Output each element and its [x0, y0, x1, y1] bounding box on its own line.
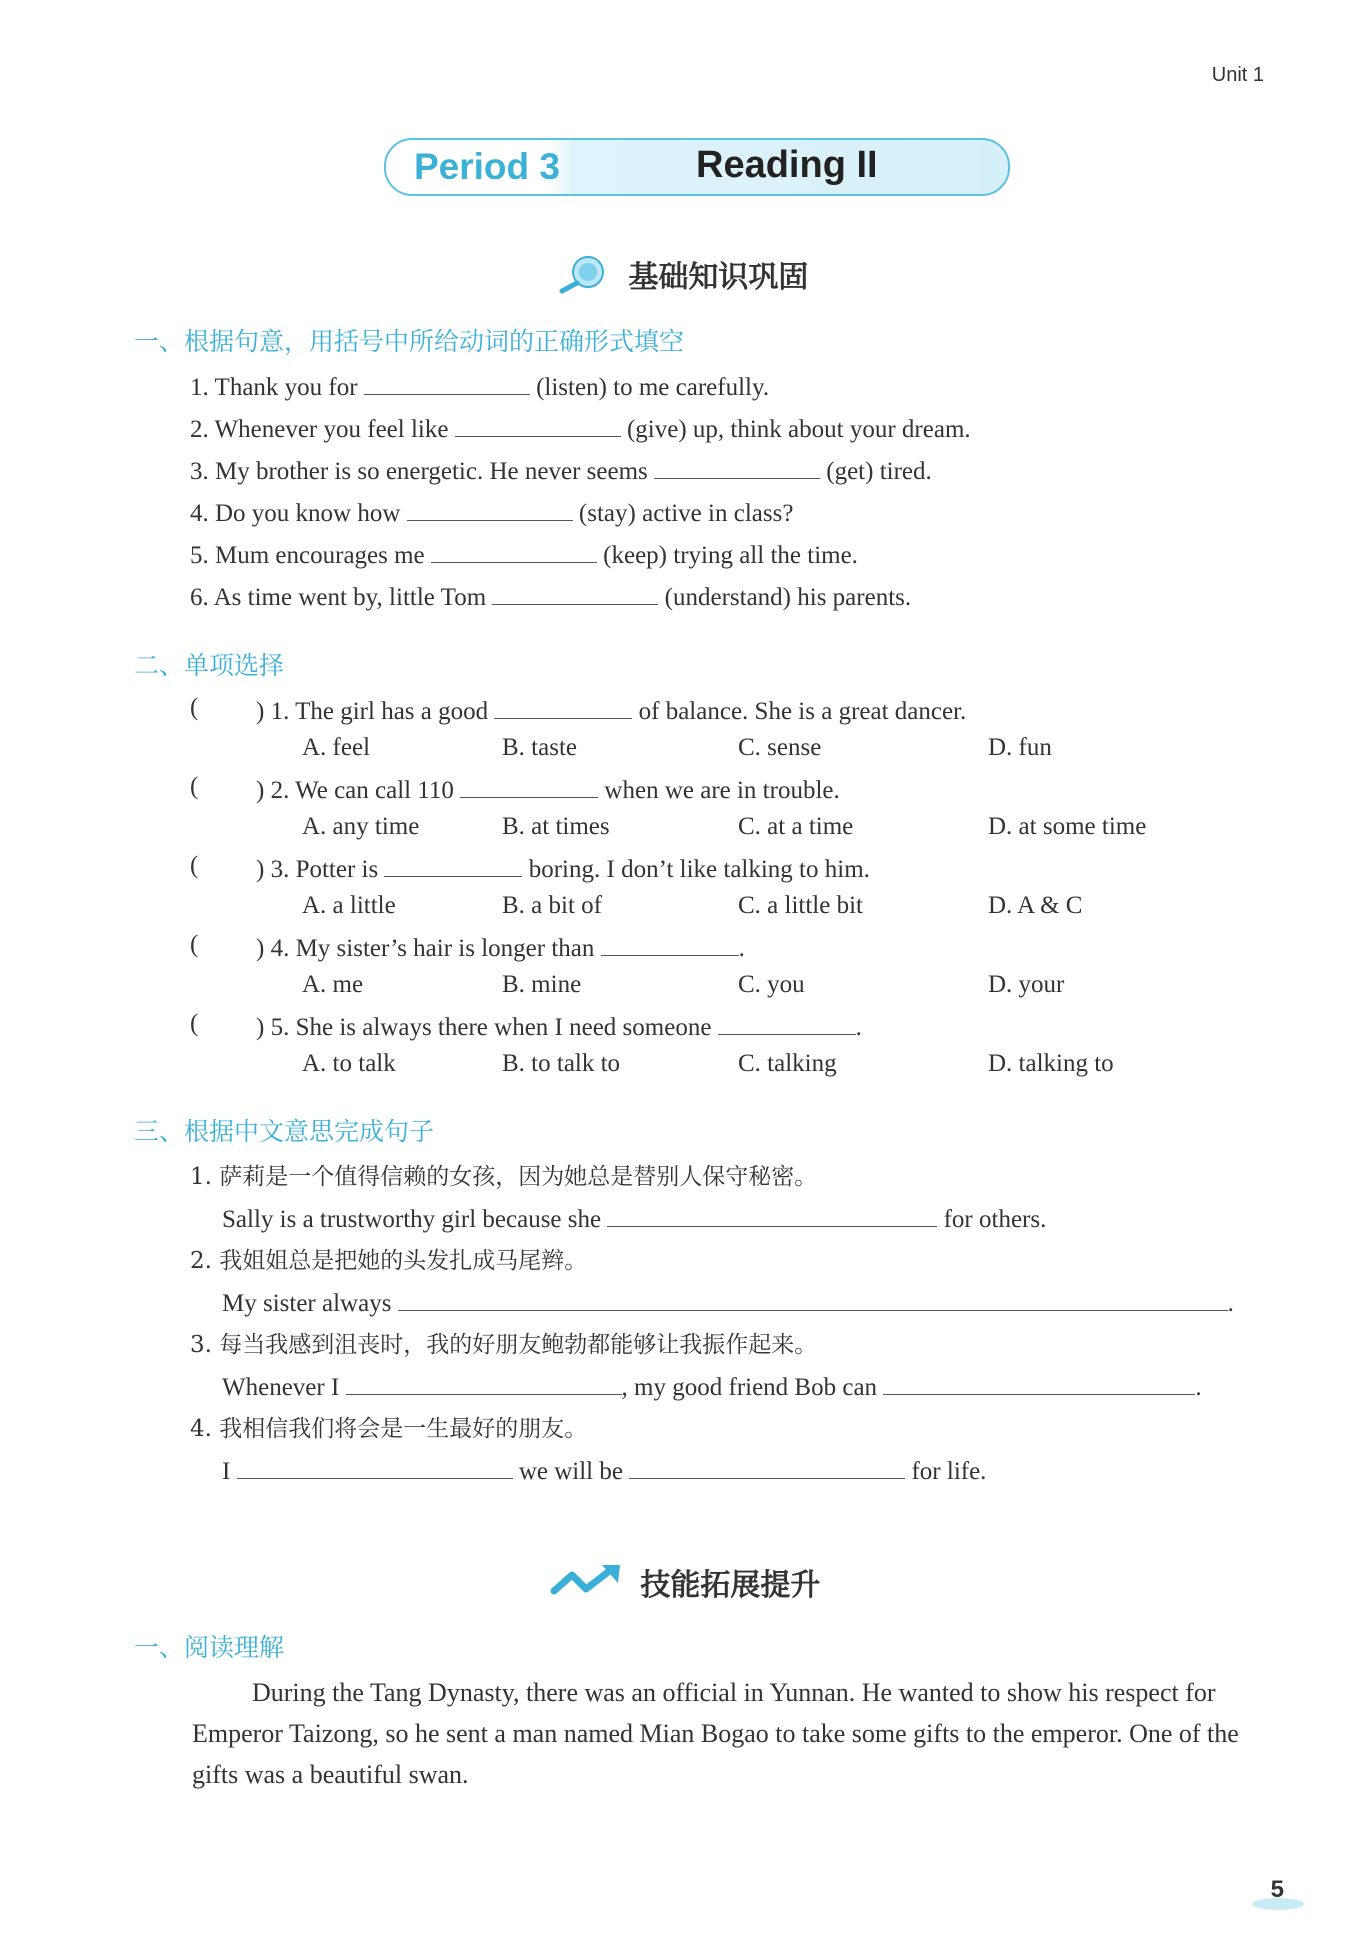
option-a[interactable]: A. feel — [302, 734, 371, 761]
answer-paren[interactable]: ( — [190, 931, 199, 958]
mc-question-3: ) 3. Potter is boring. I don’t like talking to him. — [256, 852, 870, 884]
option-a[interactable]: A. to talk — [302, 1050, 396, 1077]
reading-paragraph: During the Tang Dynasty, there was an official in Yunnan. He wanted to show his respect for Emperor Taizong, so he sent a man named Mian Bogao to take some gifts to the emperor. One of the gifts was a beautiful swan. — [192, 1678, 1239, 1789]
answer-paren[interactable]: ( — [190, 1010, 199, 1037]
answer-blank — [384, 852, 522, 877]
answer-paren[interactable]: ( — [190, 694, 199, 721]
mc-question-1: ) 1. The girl has a good of balance. She is a great dancer. — [256, 694, 966, 726]
answer-blank[interactable] — [398, 1286, 1228, 1311]
fill-item-4: 4. Do you know how (stay) active in class? — [190, 496, 793, 528]
option-a[interactable]: A. a little — [302, 892, 396, 919]
answer-blank[interactable] — [364, 370, 530, 395]
answer-blank[interactable] — [883, 1370, 1195, 1395]
answer-blank[interactable] — [607, 1202, 937, 1227]
option-b[interactable]: B. mine — [502, 971, 582, 998]
option-d[interactable]: D. your — [988, 971, 1065, 998]
translate-cn-2: 2. 我姐姐总是把她的头发扎成马尾辫。 — [190, 1248, 588, 1274]
answer-blank[interactable] — [629, 1454, 905, 1479]
option-b[interactable]: B. a bit of — [502, 892, 602, 919]
magnifier-icon — [556, 253, 612, 295]
translate-cn-4: 4. 我相信我们将会是一生最好的朋友。 — [190, 1416, 588, 1442]
option-c[interactable]: C. a little bit — [738, 892, 863, 919]
option-c[interactable]: C. at a time — [738, 813, 854, 840]
answer-blank[interactable] — [237, 1454, 513, 1479]
answer-paren[interactable]: ( — [190, 773, 199, 800]
translate-en-1: Sally is a trustworthy girl because she for others. — [222, 1202, 1046, 1234]
option-d[interactable]: D. A & C — [988, 892, 1083, 919]
option-b[interactable]: B. at times — [502, 813, 610, 840]
option-b[interactable]: B. taste — [502, 734, 577, 761]
option-d[interactable]: D. at some time — [988, 813, 1147, 840]
lesson-title: Reading II — [696, 144, 878, 186]
skill-section-title: 技能拓展提升 — [550, 1560, 820, 1604]
option-d[interactable]: D. talking to — [988, 1050, 1114, 1077]
fill-item-6: 6. As time went by, little Tom (understand) his parents. — [190, 580, 911, 612]
answer-blank — [494, 694, 632, 719]
option-a[interactable]: A. any time — [302, 813, 420, 840]
answer-blank[interactable] — [346, 1370, 622, 1395]
answer-blank[interactable] — [455, 412, 621, 437]
option-c[interactable]: C. talking — [738, 1050, 837, 1077]
answer-blank[interactable] — [407, 496, 573, 521]
translate-cn-1: 1. 萨莉是一个值得信赖的女孩，因为她总是替别人保守秘密。 — [190, 1164, 818, 1190]
option-b[interactable]: B. to talk to — [502, 1050, 621, 1077]
option-d[interactable]: D. fun — [988, 734, 1052, 761]
mc-question-5: ) 5. She is always there when I need someone . — [256, 1010, 862, 1042]
answer-blank — [460, 773, 598, 798]
translate-en-2: My sister always . — [222, 1286, 1234, 1318]
answer-blank — [718, 1010, 856, 1035]
fill-item-1: 1. Thank you for (listen) to me carefully. — [190, 370, 769, 402]
translate-cn-3: 3. 每当我感到沮丧时，我的好朋友鲍勃都能够让我振作起来。 — [190, 1332, 818, 1358]
part2-heading: 二、单项选择 — [134, 651, 285, 680]
unit-label: Unit 1 — [1211, 64, 1264, 86]
fill-item-2: 2. Whenever you feel like (give) up, think about your dream. — [190, 412, 971, 444]
answer-blank[interactable] — [654, 454, 820, 479]
part3-heading: 三、根据中文意思完成句子 — [134, 1117, 435, 1146]
mc-question-2: ) 2. We can call 110 when we are in trouble. — [256, 773, 840, 805]
trend-arrow-icon — [550, 1563, 622, 1601]
answer-blank — [601, 931, 739, 956]
answer-paren[interactable]: ( — [190, 852, 199, 879]
basic-section-title: 基础知识巩固 — [556, 252, 808, 296]
answer-blank[interactable] — [492, 580, 658, 605]
part1-heading: 一、根据句意，用括号中所给动词的正确形式填空 — [134, 327, 685, 356]
fill-item-5: 5. Mum encourages me (keep) trying all the time. — [190, 538, 858, 570]
period-banner — [384, 138, 1010, 196]
translate-en-4: I we will be for life. — [222, 1454, 986, 1486]
translate-en-3: Whenever I , my good friend Bob can . — [222, 1370, 1202, 1402]
page-number: 5 — [1270, 1876, 1284, 1903]
option-c[interactable]: C. you — [738, 971, 805, 998]
part4-heading: 一、阅读理解 — [134, 1633, 285, 1662]
mc-question-4: ) 4. My sister’s hair is longer than . — [256, 931, 745, 963]
answer-blank[interactable] — [431, 538, 597, 563]
option-a[interactable]: A. me — [302, 971, 364, 998]
option-c[interactable]: C. sense — [738, 734, 822, 761]
period-number: Period 3 — [414, 146, 560, 187]
fill-item-3: 3. My brother is so energetic. He never seems (get) tired. — [190, 454, 932, 486]
